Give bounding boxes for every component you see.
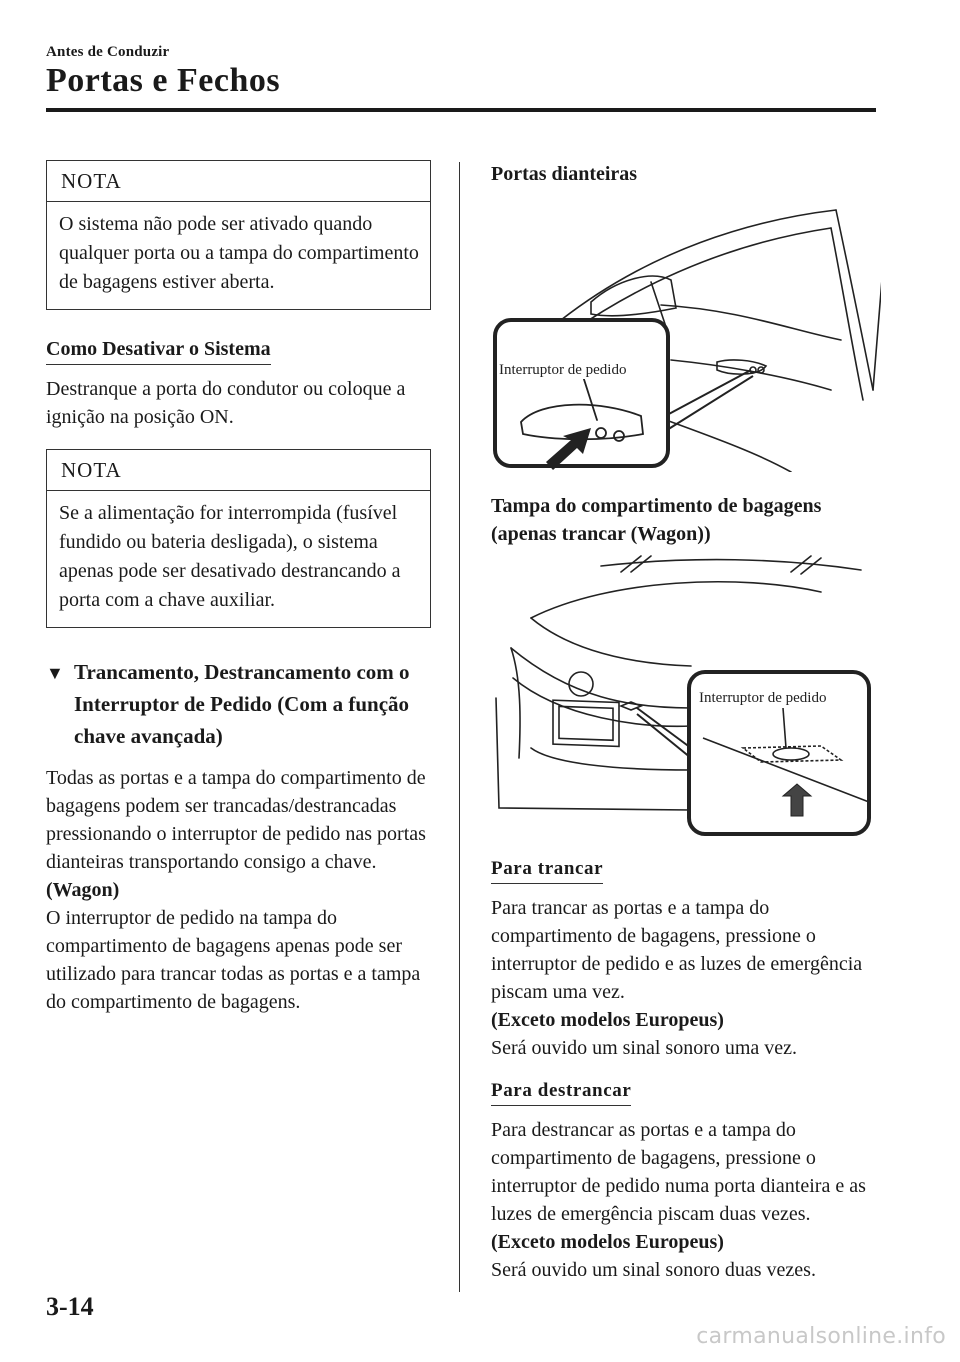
deactivate-heading: Como Desativar o Sistema bbox=[46, 338, 271, 365]
figure-caption-liftgate: Tampa do compartimento de bagagens (apenas trancar (Wagon)) bbox=[491, 495, 822, 545]
page-title: Portas e Fechos bbox=[46, 62, 281, 99]
unlock-heading: Para destrancar bbox=[491, 1080, 631, 1106]
section-title: Trancamento, Destrancamento com o Interruptor de Pedido (Com a função chave avançada) bbox=[74, 660, 410, 748]
unlock-text: Para destrancar as portas e a tampa do compartimento de bagagens, pressione o interruptor de pedido numa porta dianteira e as luzes de emergência piscam duas vezes. bbox=[491, 1119, 866, 1225]
section-heading bbox=[46, 656, 431, 752]
note-label: NOTA bbox=[47, 450, 430, 491]
figure-caption-front-doors: Portas dianteiras bbox=[491, 163, 638, 185]
lock-note-text: Será ouvido um sinal sonoro uma vez. bbox=[491, 1037, 798, 1059]
left-column bbox=[46, 160, 431, 1034]
liftgate-illustration bbox=[491, 548, 881, 838]
wagon-label: (Wagon) bbox=[46, 879, 120, 901]
callout-label: Interruptor de pedido bbox=[499, 362, 627, 378]
callout-label: Interruptor de pedido bbox=[699, 690, 827, 706]
header-rule bbox=[46, 108, 876, 112]
section-paragraph: Todas as portas e a tampa do compartimento de bagagens podem ser trancadas/destrancadas pressionando o interruptor de pedido nas portas dianteiras transportando consigo a chave. bbox=[46, 767, 426, 873]
front-door-drawing bbox=[491, 190, 881, 472]
lock-heading: Para trancar bbox=[491, 858, 603, 884]
note-box-system-active bbox=[46, 160, 431, 310]
unlock-note-label: (Exceto modelos Europeus) bbox=[491, 1231, 724, 1253]
deactivate-text: Destranque a porta do condutor ou coloque a ignição na posição ON. bbox=[46, 378, 406, 428]
page-number: 3-14 bbox=[46, 1292, 94, 1321]
column-divider bbox=[459, 162, 460, 1292]
running-header-section: Antes de Conduzir bbox=[46, 44, 170, 60]
section-marker-icon: ▼ bbox=[46, 663, 64, 683]
watermark: carmanualsonline.info bbox=[696, 1324, 946, 1349]
wagon-paragraph: O interruptor de pedido na tampa do compartimento de bagagens apenas pode ser utilizado para trancar todas as portas e a tampa do compartimento de bagagens. bbox=[46, 907, 421, 1013]
note-label: NOTA bbox=[47, 161, 430, 202]
unlock-note-text: Será ouvido um sinal sonoro duas vezes. bbox=[491, 1259, 816, 1281]
note-box-power-interrupted bbox=[46, 449, 431, 628]
right-column bbox=[491, 160, 881, 1302]
note-text: O sistema não pode ser ativado quando qualquer porta ou a tampa do compartimento de bagagens estiver aberta. bbox=[59, 213, 419, 293]
lock-note-label: (Exceto modelos Europeus) bbox=[491, 1009, 724, 1031]
lock-text: Para trancar as portas e a tampa do compartimento de bagagens, pressione o interruptor de pedido e as luzes de emergência piscam uma vez. bbox=[491, 897, 863, 1003]
front-door-illustration bbox=[491, 190, 881, 472]
note-text: Se a alimentação for interrompida (fusível fundido ou bateria desligada), o sistema apenas pode ser desativado destrancando a porta com a chave auxiliar. bbox=[59, 502, 401, 611]
